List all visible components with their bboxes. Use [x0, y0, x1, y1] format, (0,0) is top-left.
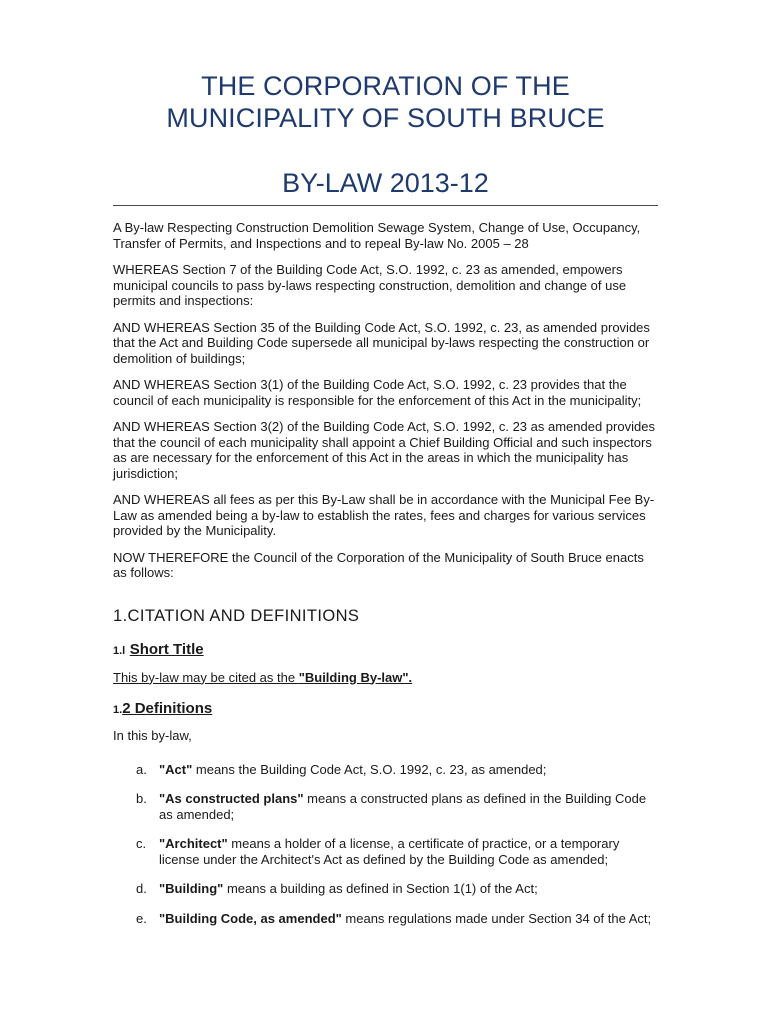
- definition-term: "Act": [159, 761, 193, 777]
- definition-item: [113, 762, 658, 778]
- citation-text: [113, 670, 658, 686]
- whereas-clause-1: WHEREAS Section 7 of the Building Code Act, S.O. 1992, c. 23 as amended, empowers municipal councils to pass by-laws respecting construction, demolition and change of use permits and inspections:: [113, 262, 627, 308]
- whereas-clause-4: AND WHEREAS Section 3(2) of the Building Code Act, S.O. 1992, c. 23 as amended provides that the council of each municipality shall appoint a Chief Building Official and such inspectors as are necessary for the enforcement of this Act in the areas in which the municipality has jurisdiction;: [113, 419, 655, 481]
- definition-text: means a constructed plans as defined in the Building Code as amended;: [159, 791, 647, 822]
- definition-term: "Building Code, as amended": [159, 910, 342, 926]
- definitions-heading: [113, 699, 658, 720]
- enacting-clause: NOW THEREFORE the Council of the Corporation of the Municipality of South Bruce enacts as follows:: [113, 549, 644, 580]
- definition-item: [113, 791, 658, 822]
- definition-text: means a building as defined in Section 1(1) of the Act;: [223, 881, 538, 896]
- definition-letter: d.: [136, 881, 147, 896]
- document-title: [113, 70, 658, 134]
- definition-item: [113, 881, 658, 897]
- definition-term: "Architect": [159, 836, 228, 851]
- bylaw-number: BY-LAW 2013-12: [113, 167, 658, 206]
- section-heading: 1.CITATION AND DEFINITIONS: [113, 606, 360, 625]
- document-page: [113, 70, 658, 940]
- title-line-1: THE CORPORATION OF THE: [201, 71, 570, 101]
- definition-letter: e.: [136, 910, 147, 926]
- definition-text: means a holder of a license, a certificate of practice, or a temporary license under the Architect's Act as defined by the Building Code as amended;: [159, 836, 620, 867]
- bylaw-description: A By-law Respecting Construction Demolition Sewage System, Change of Use, Occupancy, Transfer of Permits, and Inspections and to repeal By-law No. 2005 – 28: [113, 220, 641, 251]
- whereas-clause-2: AND WHEREAS Section 35 of the Building Code Act, S.O. 1992, c. 23, as amended provides that the Act and Building Code supersede all municipal by-laws respecting the construction or demolition of buildings;: [113, 319, 650, 366]
- subsection-label: Short Title: [129, 640, 204, 658]
- citation-bold: "Building By-law".: [298, 669, 413, 685]
- definitions-intro: In this by-law,: [113, 727, 192, 743]
- definition-letter: a.: [136, 761, 147, 777]
- definition-text: means regulations made under Section 34 of the Act;: [341, 910, 652, 926]
- subsection-label: 2 Definitions: [122, 699, 213, 717]
- definition-letter: c.: [136, 836, 147, 851]
- definition-term: "As constructed plans": [159, 791, 304, 806]
- citation-plain: This by-law may be cited as the: [113, 669, 299, 685]
- definitions-list: [113, 762, 658, 927]
- whereas-clause-5: AND WHEREAS all fees as per this By-Law shall be in accordance with the Municipal Fee By-Law as amended being a by-law to establish the rates, fees and charges for various services provided by the Municipality.: [113, 492, 655, 538]
- short-title-heading: [113, 640, 658, 661]
- definition-letter: b.: [136, 791, 147, 806]
- definition-item: [113, 836, 658, 867]
- title-line-2: MUNICIPALITY OF SOUTH BRUCE: [166, 103, 605, 133]
- whereas-clause-3: AND WHEREAS Section 3(1) of the Building Code Act, S.O. 1992, c. 23 provides that the council of each municipality is responsible for the enforcement of this Act in the municipality;: [113, 377, 642, 408]
- definition-item: [113, 911, 658, 927]
- subsection-number: 1.l: [113, 644, 126, 657]
- definition-text: means the Building Code Act, S.O. 1992, c. 23, as amended;: [192, 761, 547, 777]
- definition-term: "Building": [159, 881, 224, 896]
- subsection-number: 1.: [113, 703, 123, 716]
